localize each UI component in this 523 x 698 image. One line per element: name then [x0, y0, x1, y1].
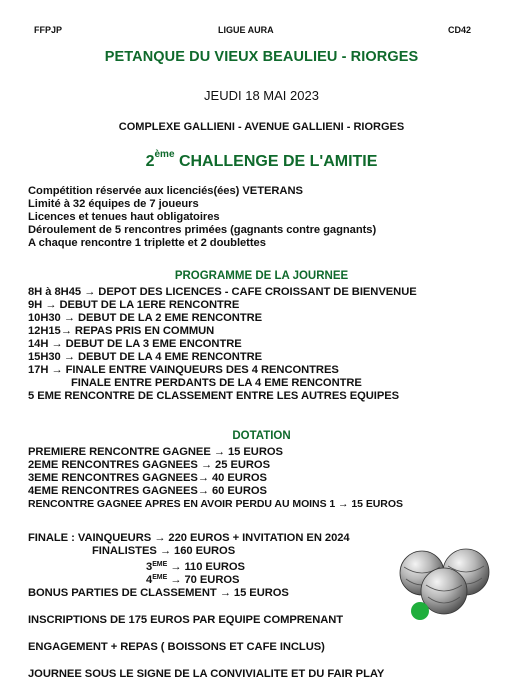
challenge-text: CHALLENGE DE L'AMITIE: [174, 153, 378, 170]
rule-line: A chaque rencontre 1 triplette et 2 doublettes: [28, 237, 266, 249]
dotation-item: 3EME RENCONTRES GAGNEES→ 40 EUROS: [28, 472, 267, 484]
programme-item: 15H30 → DEBUT DE LA 4 EME RENCONTRE: [28, 351, 263, 363]
footer-line: JOURNEE SOUS LE SIGNE DE LA CONVIVIALITE ET DU FAIR PLAY: [28, 668, 385, 680]
header-ffpjp: FFPJP: [34, 25, 63, 35]
programme-item: 14H → DEBUT DE LA 3 EME ENCONTRE: [28, 338, 242, 350]
dotation-item: 2EME RENCONTRES GAGNEES → 25 EUROS: [28, 459, 270, 471]
jack-icon: [411, 602, 429, 620]
inscriptions-line: INSCRIPTIONS DE 175 EUROS PAR EQUIPE COMPRENANT: [28, 614, 344, 626]
dotation-item: PREMIERE RENCONTRE GAGNEE → 15 EUROS: [28, 446, 283, 458]
programme-item: 12H15→ REPAS PRIS EN COMMUN: [28, 325, 215, 337]
challenge-sup: ème: [154, 149, 175, 160]
dotation-list: [28, 446, 403, 511]
event-date: JEUDI 18 MAI 2023: [204, 88, 319, 103]
finale-third: 3EME → 110 EUROS: [146, 561, 245, 573]
programme-item: 8H à 8H45 → DEPOT DES LICENCES - CAFE CROISSANT DE BIENVENUE: [28, 286, 417, 298]
dotation-item: 4EME RENCONTRES GAGNEES→ 60 EUROS: [28, 485, 267, 497]
rule-line: Licences et tenues haut obligatoires: [28, 211, 220, 223]
dotation-title: DOTATION: [232, 430, 291, 442]
programme-title: PROGRAMME DE LA JOURNEE: [174, 270, 349, 282]
challenge-number: 2: [145, 153, 155, 170]
rules-block: [28, 185, 376, 250]
petanque-balls-illustration: [398, 545, 494, 623]
bonus-line: BONUS PARTIES DE CLASSEMENT → 15 EUROS: [28, 587, 289, 599]
programme-item: 10H30 → DEBUT DE LA 2 EME RENCONTRE: [28, 312, 263, 324]
finale-fourth: 4EME → 70 EUROS: [146, 574, 240, 586]
header-cd42: CD42: [448, 25, 472, 35]
programme-item: 17H → FINALE ENTRE VAINQUEURS DES 4 RENCONTRES: [28, 364, 339, 376]
venue: COMPLEXE GALLIENI - AVENUE GALLIENI - RIORGES: [118, 121, 405, 133]
rule-line: Déroulement de 5 rencontres primées (gagnants contre gagnants): [28, 224, 377, 236]
rule-line: Compétition réservée aux licenciés(ées) VETERANS: [28, 185, 303, 197]
engagement-line: ENGAGEMENT + REPAS ( BOISSONS ET CAFE INCLUS): [28, 641, 325, 653]
club-title: PETANQUE DU VIEUX BEAULIEU - RIORGES: [104, 49, 419, 65]
programme-item: 9H → DEBUT DE LA 1ERE RENCONTRE: [28, 299, 240, 311]
rule-line: Limité à 32 équipes de 7 joueurs: [28, 198, 199, 210]
challenge-title: [0, 149, 523, 171]
dotation-item: RENCONTRE GAGNEE APRES EN AVOIR PERDU AU MOINS 1 → 15 EUROS: [28, 498, 403, 510]
finale-winners: FINALE : VAINQUEURS → 220 EUROS + INVITATION EN 2024: [28, 532, 350, 544]
header-ligue: LIGUE AURA: [218, 25, 274, 35]
programme-item: 5 EME RENCONTRE DE CLASSEMENT ENTRE LES AUTRES EQUIPES: [28, 390, 400, 402]
programme-item: FINALE ENTRE PERDANTS DE LA 4 EME RENCONTRE: [71, 377, 362, 389]
programme-list: [28, 286, 417, 403]
finale-finalists: FINALISTES → 160 EUROS: [92, 545, 236, 557]
